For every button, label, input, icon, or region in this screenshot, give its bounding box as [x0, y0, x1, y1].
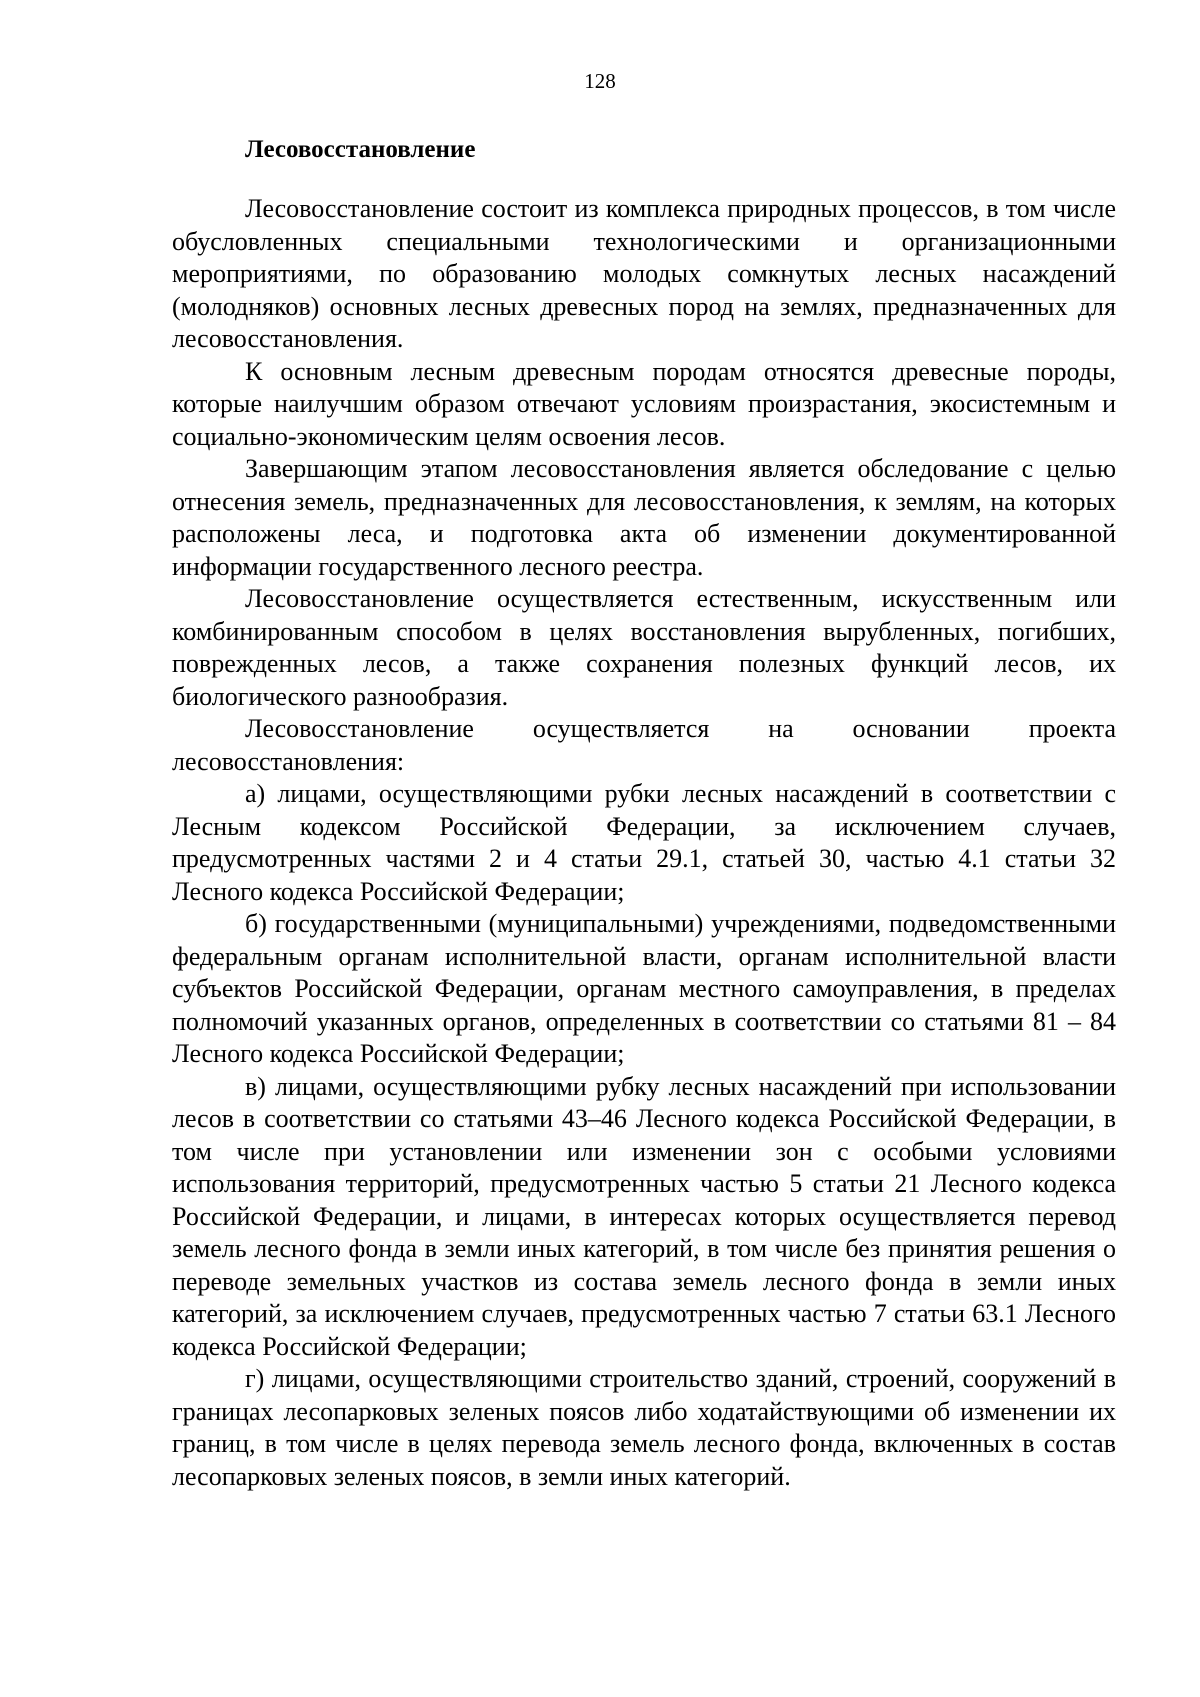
paragraph: Лесовосстановление осуществляется естественным, искусственным или комбинированным способом в целях восстановления вырубленных, погибших, поврежденных лесов, а также сохранения полезных функций лесов, их биологического разнообразия. [172, 584, 1116, 711]
paragraph: Лесовосстановление состоит из комплекса природных процессов, в том числе обусловленных специальными технологическими и организационными мероприятиями, по образованию молодых сомкнутых лесных насаждений (молодняков) основных лесных древесных пород на землях, предназначенных для лесовосстановления. [172, 194, 1116, 353]
paragraph: Завершающим этапом лесовосстановления является обследование с целью отнесения земель, предназначенных для лесовосстановления, к землям, на которых расположены леса, и подготовка акта об изменении документированной информации государственного лесного реестра. [172, 454, 1116, 581]
document-body [172, 193, 1116, 1493]
paragraph: К основным лесным древесным породам относятся древесные породы, которые наилучшим образом отвечают условиям произрастания, экосистемным и социально-экономическим целям освоения лесов. [172, 356, 1116, 451]
list-item-a: а) лицами, осуществляющими рубки лесных насаждений в соответствии с Лесным кодексом Российской Федерации, за исключением случаев, предусмотренных частями 2 и 4 статьи 29.1, статьей 30, частью 4.1 статьи 32 Лесного кодекса Российской Федерации; [172, 779, 1116, 906]
page-number: 128 [584, 69, 616, 93]
list-item-v: в) лицами, осуществляющими рубку лесных насаждений при использовании лесов в соответствии со статьями 43–46 Лесного кодекса Российской Федерации, в том числе при установлении или изменении зон с особыми условиями использования территорий, предусмотренных частью 5 статьи 21 Лесного кодекса Российской Федерации, и лицами, в интересах которых осуществляется перевод земель лесного фонда в земли иных категорий, в том числе без принятия решения о переводе земельных участков из состава земель лесного фонда в земли иных категорий, за исключением случаев, предусмотренных частью 7 статьи 63.1 Лесного кодекса Российской Федерации; [172, 1071, 1116, 1361]
list-item-g: г) лицами, осуществляющими строительство зданий, строений, сооружений в границах лесопарковых зеленых поясов либо ходатайствующими об изменении их границ, в том числе в целях перевода земель лесного фонда, включенных в состав лесопарковых зеленых поясов, в земли иных категорий. [172, 1364, 1116, 1491]
section-title: Лесовосстановление [245, 136, 476, 163]
paragraph: Лесовосстановление осуществляется на основании проекта лесовосстановления: [172, 714, 1116, 776]
list-item-b: б) государственными (муниципальными) учреждениями, подведомственными федеральным органам исполнительной власти, органам исполнительной власти субъектов Российской Федерации, органам местного самоуправления, в пределах полномочий указанных органов, определенных в соответствии со статьями 81 – 84 Лесного кодекса Российской Федерации; [172, 909, 1116, 1068]
